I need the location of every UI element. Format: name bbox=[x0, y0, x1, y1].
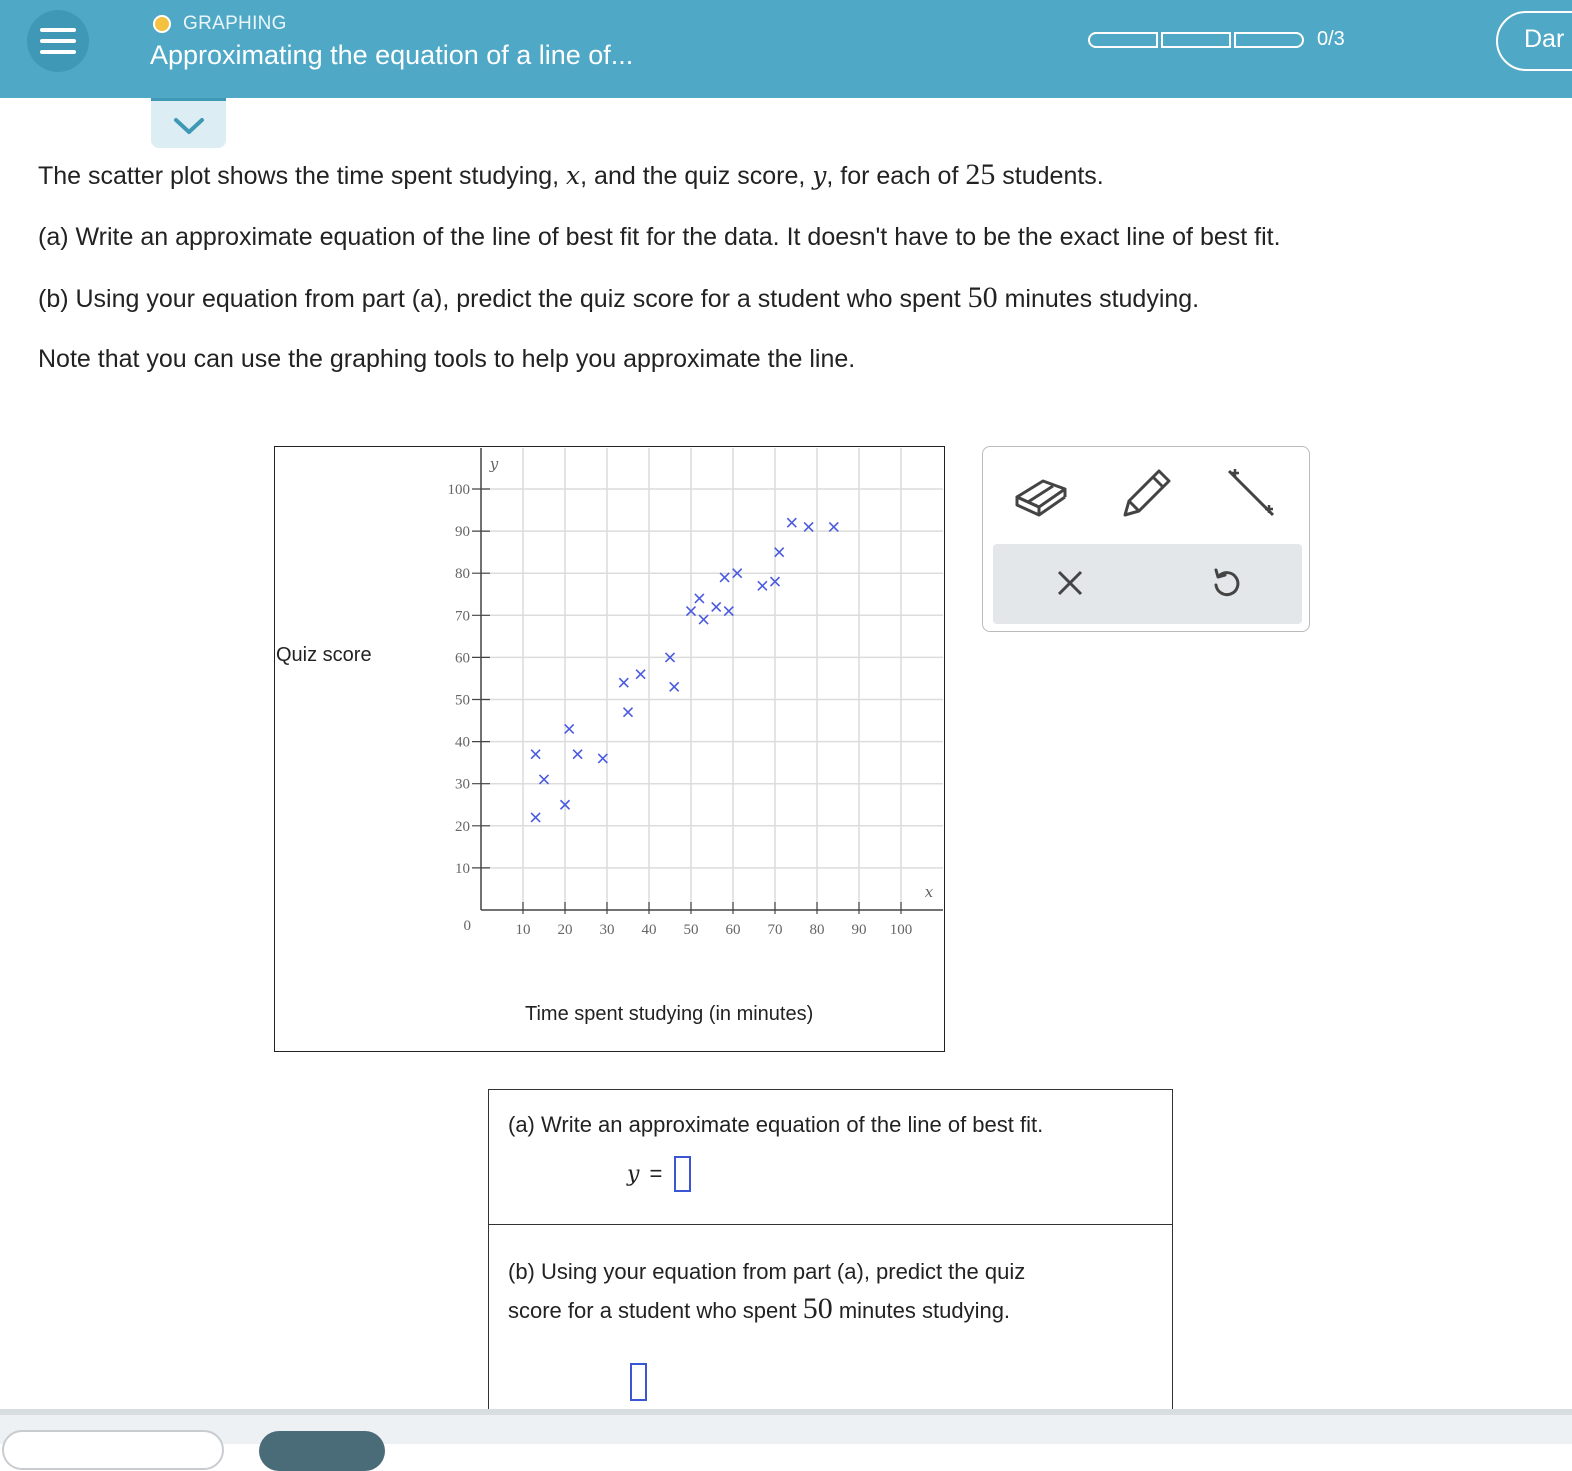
x-tick-label: 30 bbox=[599, 922, 615, 938]
question-b-line-2 bbox=[508, 1290, 1025, 1329]
undo-icon bbox=[1210, 567, 1242, 599]
line-tool[interactable] bbox=[1223, 465, 1279, 526]
page-title: Approximating the equation of a line of... bbox=[150, 40, 634, 70]
prompt-text: The scatter plot shows the time spent studying, bbox=[38, 162, 567, 190]
origin-label: 0 bbox=[463, 918, 471, 934]
close-icon bbox=[1055, 568, 1085, 598]
topic-status-icon bbox=[153, 15, 171, 33]
question-b-label bbox=[508, 1253, 1025, 1329]
pencil-icon bbox=[1119, 465, 1175, 521]
eraser-tool[interactable] bbox=[1013, 471, 1069, 522]
answer-panel bbox=[488, 1089, 1173, 1419]
x-axis-title bbox=[525, 1003, 813, 1026]
tools-action-bar bbox=[993, 544, 1302, 624]
graphing-tools-panel bbox=[982, 446, 1310, 632]
x-tick-label: 100 bbox=[889, 922, 913, 938]
prediction-input[interactable] bbox=[630, 1363, 647, 1401]
y-tick-label: 90 bbox=[455, 524, 470, 541]
x-tick-label: 70 bbox=[767, 922, 783, 938]
x-tick-label: 40 bbox=[641, 922, 657, 938]
menu-icon-bar bbox=[40, 28, 76, 32]
chevron-down-icon bbox=[173, 115, 205, 137]
prompt-text: minutes studying. bbox=[997, 285, 1200, 313]
x-tick-label: 50 bbox=[683, 922, 699, 938]
pencil-tool[interactable] bbox=[1119, 465, 1175, 526]
y-axis-variable: y bbox=[489, 455, 499, 473]
prompt-line-4: Note that you can use the graphing tools to help you approximate the line. bbox=[38, 345, 856, 373]
question-b-text: score for a student who spent bbox=[508, 1298, 803, 1323]
collapse-toggle[interactable] bbox=[151, 98, 226, 148]
y-tick-label: 50 bbox=[455, 692, 470, 709]
footer-secondary-button[interactable] bbox=[2, 1430, 224, 1470]
undo-button[interactable] bbox=[1210, 567, 1242, 604]
question-b-line-1: (b) Using your equation from part (a), predict the quiz bbox=[508, 1259, 1026, 1284]
scatter-plot-panel[interactable] bbox=[274, 446, 945, 1052]
x-tick-label: 80 bbox=[809, 922, 825, 938]
line-segment-icon bbox=[1223, 465, 1279, 521]
y-tick-label: 60 bbox=[455, 650, 470, 667]
y-tick-label: 100 bbox=[447, 482, 470, 498]
dark-mode-button[interactable]: Dar bbox=[1496, 11, 1572, 71]
progress-segment bbox=[1234, 32, 1304, 48]
top-header bbox=[0, 0, 1572, 98]
equation-row bbox=[627, 1156, 691, 1192]
minutes-value: 50 bbox=[967, 281, 998, 314]
x-tick-label: 60 bbox=[725, 922, 741, 938]
divider bbox=[489, 1224, 1172, 1225]
progress-bar bbox=[1088, 28, 1345, 51]
prompt-text: , and the quiz score, bbox=[580, 162, 813, 190]
x-tick-label: 20 bbox=[557, 922, 573, 938]
y-tick-label: 70 bbox=[455, 608, 470, 625]
x-axis-variable: x bbox=[924, 883, 934, 901]
prompt-line-3 bbox=[38, 281, 1199, 315]
var-y: y bbox=[812, 161, 827, 190]
prompt-text: (b) Using your equation from part (a), predict the quiz score for a student who spent bbox=[38, 285, 968, 313]
equation-var-y: y bbox=[627, 1161, 640, 1187]
topic-label: GRAPHING bbox=[183, 13, 287, 34]
bottom-footer bbox=[0, 1409, 1572, 1444]
equals-sign: = bbox=[649, 1161, 663, 1186]
prompt-text: students. bbox=[995, 162, 1104, 190]
x-axis-title-unit: (in minutes) bbox=[708, 1003, 814, 1025]
var-x: x bbox=[566, 161, 581, 190]
y-tick-label: 40 bbox=[455, 734, 470, 751]
prompt-text: , for each of bbox=[826, 162, 966, 190]
progress-count: 0/3 bbox=[1317, 28, 1345, 50]
progress-segment bbox=[1161, 32, 1231, 48]
x-axis-title-text: Time spent studying bbox=[525, 1003, 709, 1025]
prompt-line-2: (a) Write an approximate equation of the line of best fit for the data. It doesn't have to be the exact line of best fit. bbox=[38, 223, 1281, 251]
y-tick-label: 10 bbox=[455, 860, 470, 877]
eraser-icon bbox=[1013, 471, 1069, 517]
menu-icon-bar bbox=[40, 50, 76, 54]
x-tick-label: 10 bbox=[515, 922, 531, 938]
question-b-text: minutes studying. bbox=[832, 1298, 1011, 1323]
question-b-minutes: 50 bbox=[802, 1292, 833, 1325]
student-count: 25 bbox=[965, 158, 996, 191]
question-a-label: (a) Write an approximate equation of the line of best fit. bbox=[508, 1112, 1044, 1137]
y-tick-label: 20 bbox=[455, 818, 470, 835]
progress-segment bbox=[1088, 32, 1158, 48]
menu-icon-bar bbox=[40, 39, 76, 43]
prompt-line-1 bbox=[38, 158, 1104, 192]
footer-primary-button[interactable] bbox=[259, 1431, 385, 1471]
equation-input[interactable] bbox=[674, 1156, 691, 1192]
y-tick-label: 80 bbox=[455, 566, 470, 583]
y-axis-title: Quiz score bbox=[276, 644, 372, 666]
menu-button[interactable] bbox=[27, 10, 89, 72]
y-tick-label: 30 bbox=[455, 776, 470, 793]
x-tick-label: 90 bbox=[851, 922, 867, 938]
topic-row bbox=[153, 11, 287, 37]
clear-button[interactable] bbox=[1055, 568, 1085, 603]
